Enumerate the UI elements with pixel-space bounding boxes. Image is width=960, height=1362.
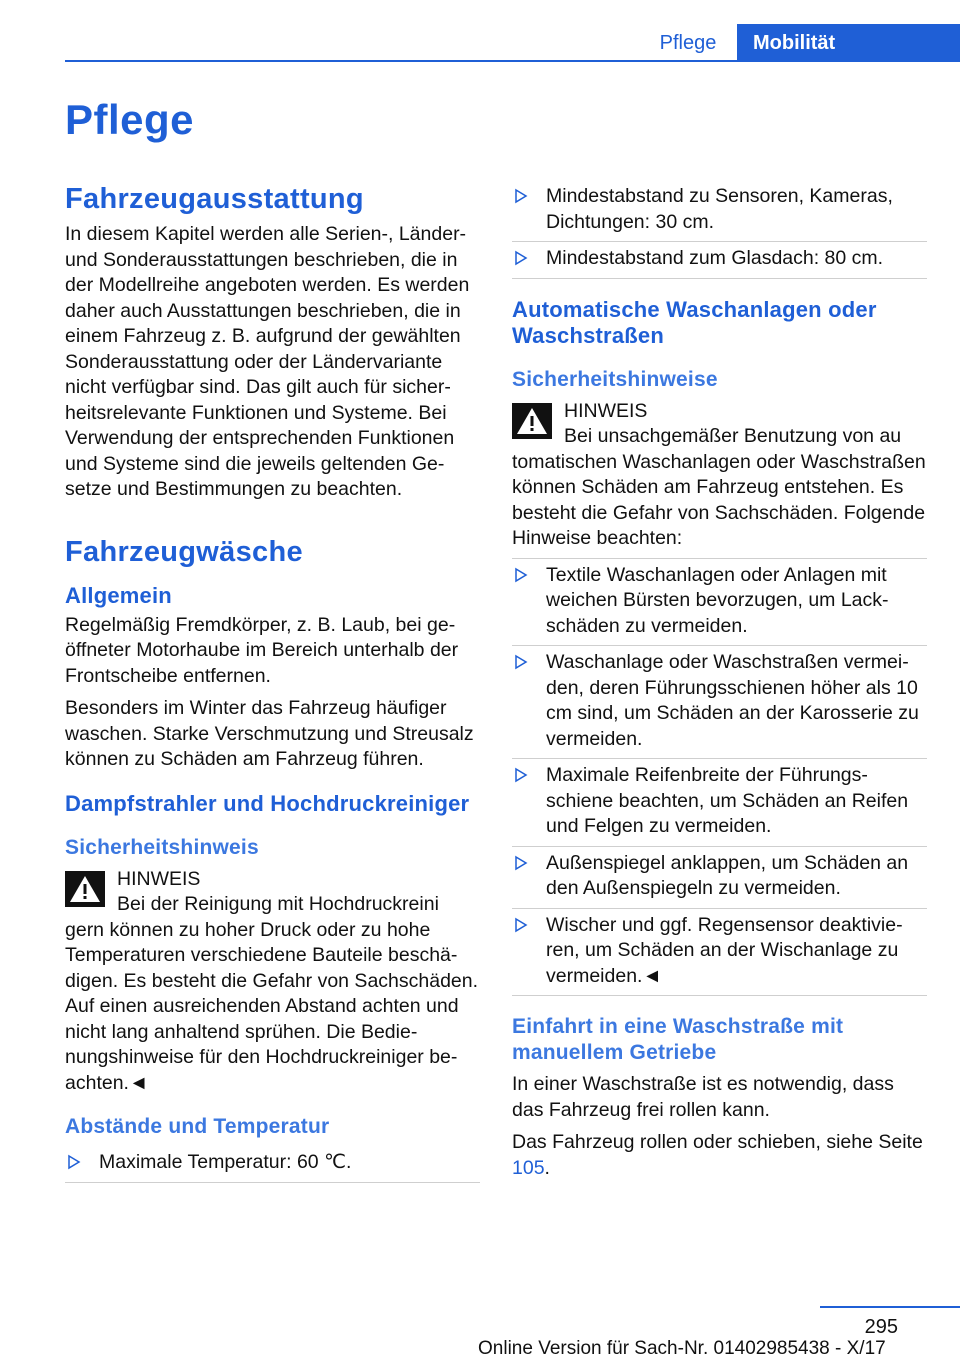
paragraph-allgemein-2: Besonders im Winter das Fahrzeug häufiger waschen. Starke Verschmutzung und Streusalz können zu Schäden am Fahrzeug führen. <box>65 697 474 770</box>
list-item: Außenspiegel anklappen, um Schäden an den Außenspiegeln zu vermeiden. <box>512 847 927 909</box>
warning-icon <box>512 403 552 439</box>
footer-rule <box>820 1306 960 1308</box>
heading-automatische-waschanlagen: Automatische Waschanlagen oder Waschstraßen <box>512 296 877 348</box>
triangle-bullet-icon <box>514 917 528 933</box>
list-item: Wischer und ggf. Regensensor deaktivieren, um Schäden an der Wischanlage zu vermeiden.◄ <box>512 909 927 997</box>
warning-label: HINWEIS <box>117 867 201 890</box>
list-item: Waschanlage oder Waschstraßen vermeiden, deren Führungsschienen höher als 10 cm sind, um Schäden an der Karosserie zu vermeiden. <box>512 646 927 759</box>
triangle-bullet-icon <box>67 1154 81 1170</box>
paragraph-einfahrt-1: In einer Waschstraße ist es notwendig, dass das Fahrzeug frei rollen kann. <box>512 1073 894 1121</box>
heading-dampfstrahler: Dampfstrahler und Hochdruckreiniger <box>65 790 470 816</box>
warning-box-hochdruck <box>65 867 480 1097</box>
warning-text: tomatischen Waschanlagen oder Waschstraßen können Schäden am Fahrzeug entstehen. Es besteht die Gefahr von Sachschäden. Folgende Hinweise beachten: <box>512 450 926 549</box>
warning-text-first: Bei unsachgemäßer Benutzung von au <box>564 425 902 447</box>
heading-sicherheitshinweis: Sicherheitshinweis <box>65 835 259 859</box>
page-title: Pflege <box>65 96 195 143</box>
tab-mobilitaet[interactable]: Mobilität <box>737 24 960 62</box>
left-column <box>65 180 480 1183</box>
page-link-105[interactable]: 105 <box>512 1156 545 1179</box>
list-item: Textile Waschanlagen oder Anlagen mit weichen Bürsten bevorzugen, um Lackschäden zu vermeiden. <box>512 559 927 647</box>
list-item: Mindestabstand zu Sensoren, Kameras, Dichtungen: 30 cm. <box>512 180 927 242</box>
triangle-bullet-icon <box>514 767 528 783</box>
list-item: Maximale Reifenbreite der Führungsschiene beachten, um Schäden an Reifen und Felgen zu vermeiden. <box>512 759 927 847</box>
heading-fahrzeugwaesche: Fahrzeugwäsche <box>65 535 303 568</box>
triangle-bullet-icon <box>514 567 528 583</box>
page-number: 295 <box>864 1316 898 1338</box>
heading-sicherheitshinweise: Sicherheitshinweise <box>512 367 718 391</box>
paragraph-einfahrt-2: Das Fahrzeug rollen oder schieben, siehe Seite 105. <box>512 1131 923 1179</box>
header-rule <box>65 60 960 62</box>
triangle-bullet-icon <box>514 654 528 670</box>
heading-fahrzeugausstattung: Fahrzeugausstattung <box>65 183 364 215</box>
warning-box-waschanlagen <box>512 399 927 552</box>
triangle-bullet-icon <box>514 188 528 204</box>
warning-icon <box>65 871 105 907</box>
list-item: Maximale Temperatur: 60 ℃. <box>65 1146 480 1183</box>
warning-label: HINWEIS <box>564 399 648 422</box>
warning-text-first: Bei der Reinigung mit Hochdruckreini <box>117 893 439 915</box>
heading-abstaende: Abstände und Temperatur <box>65 1115 330 1138</box>
heading-einfahrt: Einfahrt in eine Waschstraße mit manuellem Getriebe <box>512 1015 844 1064</box>
heading-allgemein: Allgemein <box>65 582 172 608</box>
paragraph-ausstattung: In diesem Kapitel werden alle Serien-, Länder- und Sonderausstattungen beschrieben, die in der Modellreihe angeboten werden. Es werden daher auch Ausstattungen beschrieben, die in einem Fahrzeug z. B. aufgrund der gewählten Sonderausstattung oder der Ländervariante nicht verfügbar sind. Das gilt auch für sicherheitsrelevante Funktionen und Systeme. Bei Verwendung der entsprechenden Funktionen und Systeme sind die jeweils geltenden Gesetze und Bestimmungen zu beachten. <box>65 223 470 500</box>
list-hinweise <box>512 558 927 997</box>
warning-text: gern können zu hoher Druck oder zu hohe Temperaturen verschiedene Bauteile beschädigen. Es besteht die Gefahr von Sachschäden. Auf einen ausreichenden Abstand achten und nicht lang anhaltend sprühen. Die Bedienungshinweise für den Hochdruckreiniger beachten.◄ <box>65 918 479 1094</box>
online-version-text: Online Version für Sach-Nr. 01402985438 - X/17 <box>478 1338 886 1359</box>
right-column <box>512 180 927 1188</box>
triangle-bullet-icon <box>514 855 528 871</box>
triangle-bullet-icon <box>514 250 528 266</box>
list-item: Mindestabstand zum Glasdach: 80 cm. <box>512 242 927 279</box>
paragraph-allgemein-1: Regelmäßig Fremdkörper, z. B. Laub, bei geöffneter Motorhaube im Bereich unterhalb der Frontscheibe entfernen. <box>65 613 459 687</box>
tab-pflege[interactable]: Pflege <box>659 32 717 54</box>
list-abstaende <box>65 1146 480 1183</box>
list-abstaende-cont <box>512 180 927 279</box>
